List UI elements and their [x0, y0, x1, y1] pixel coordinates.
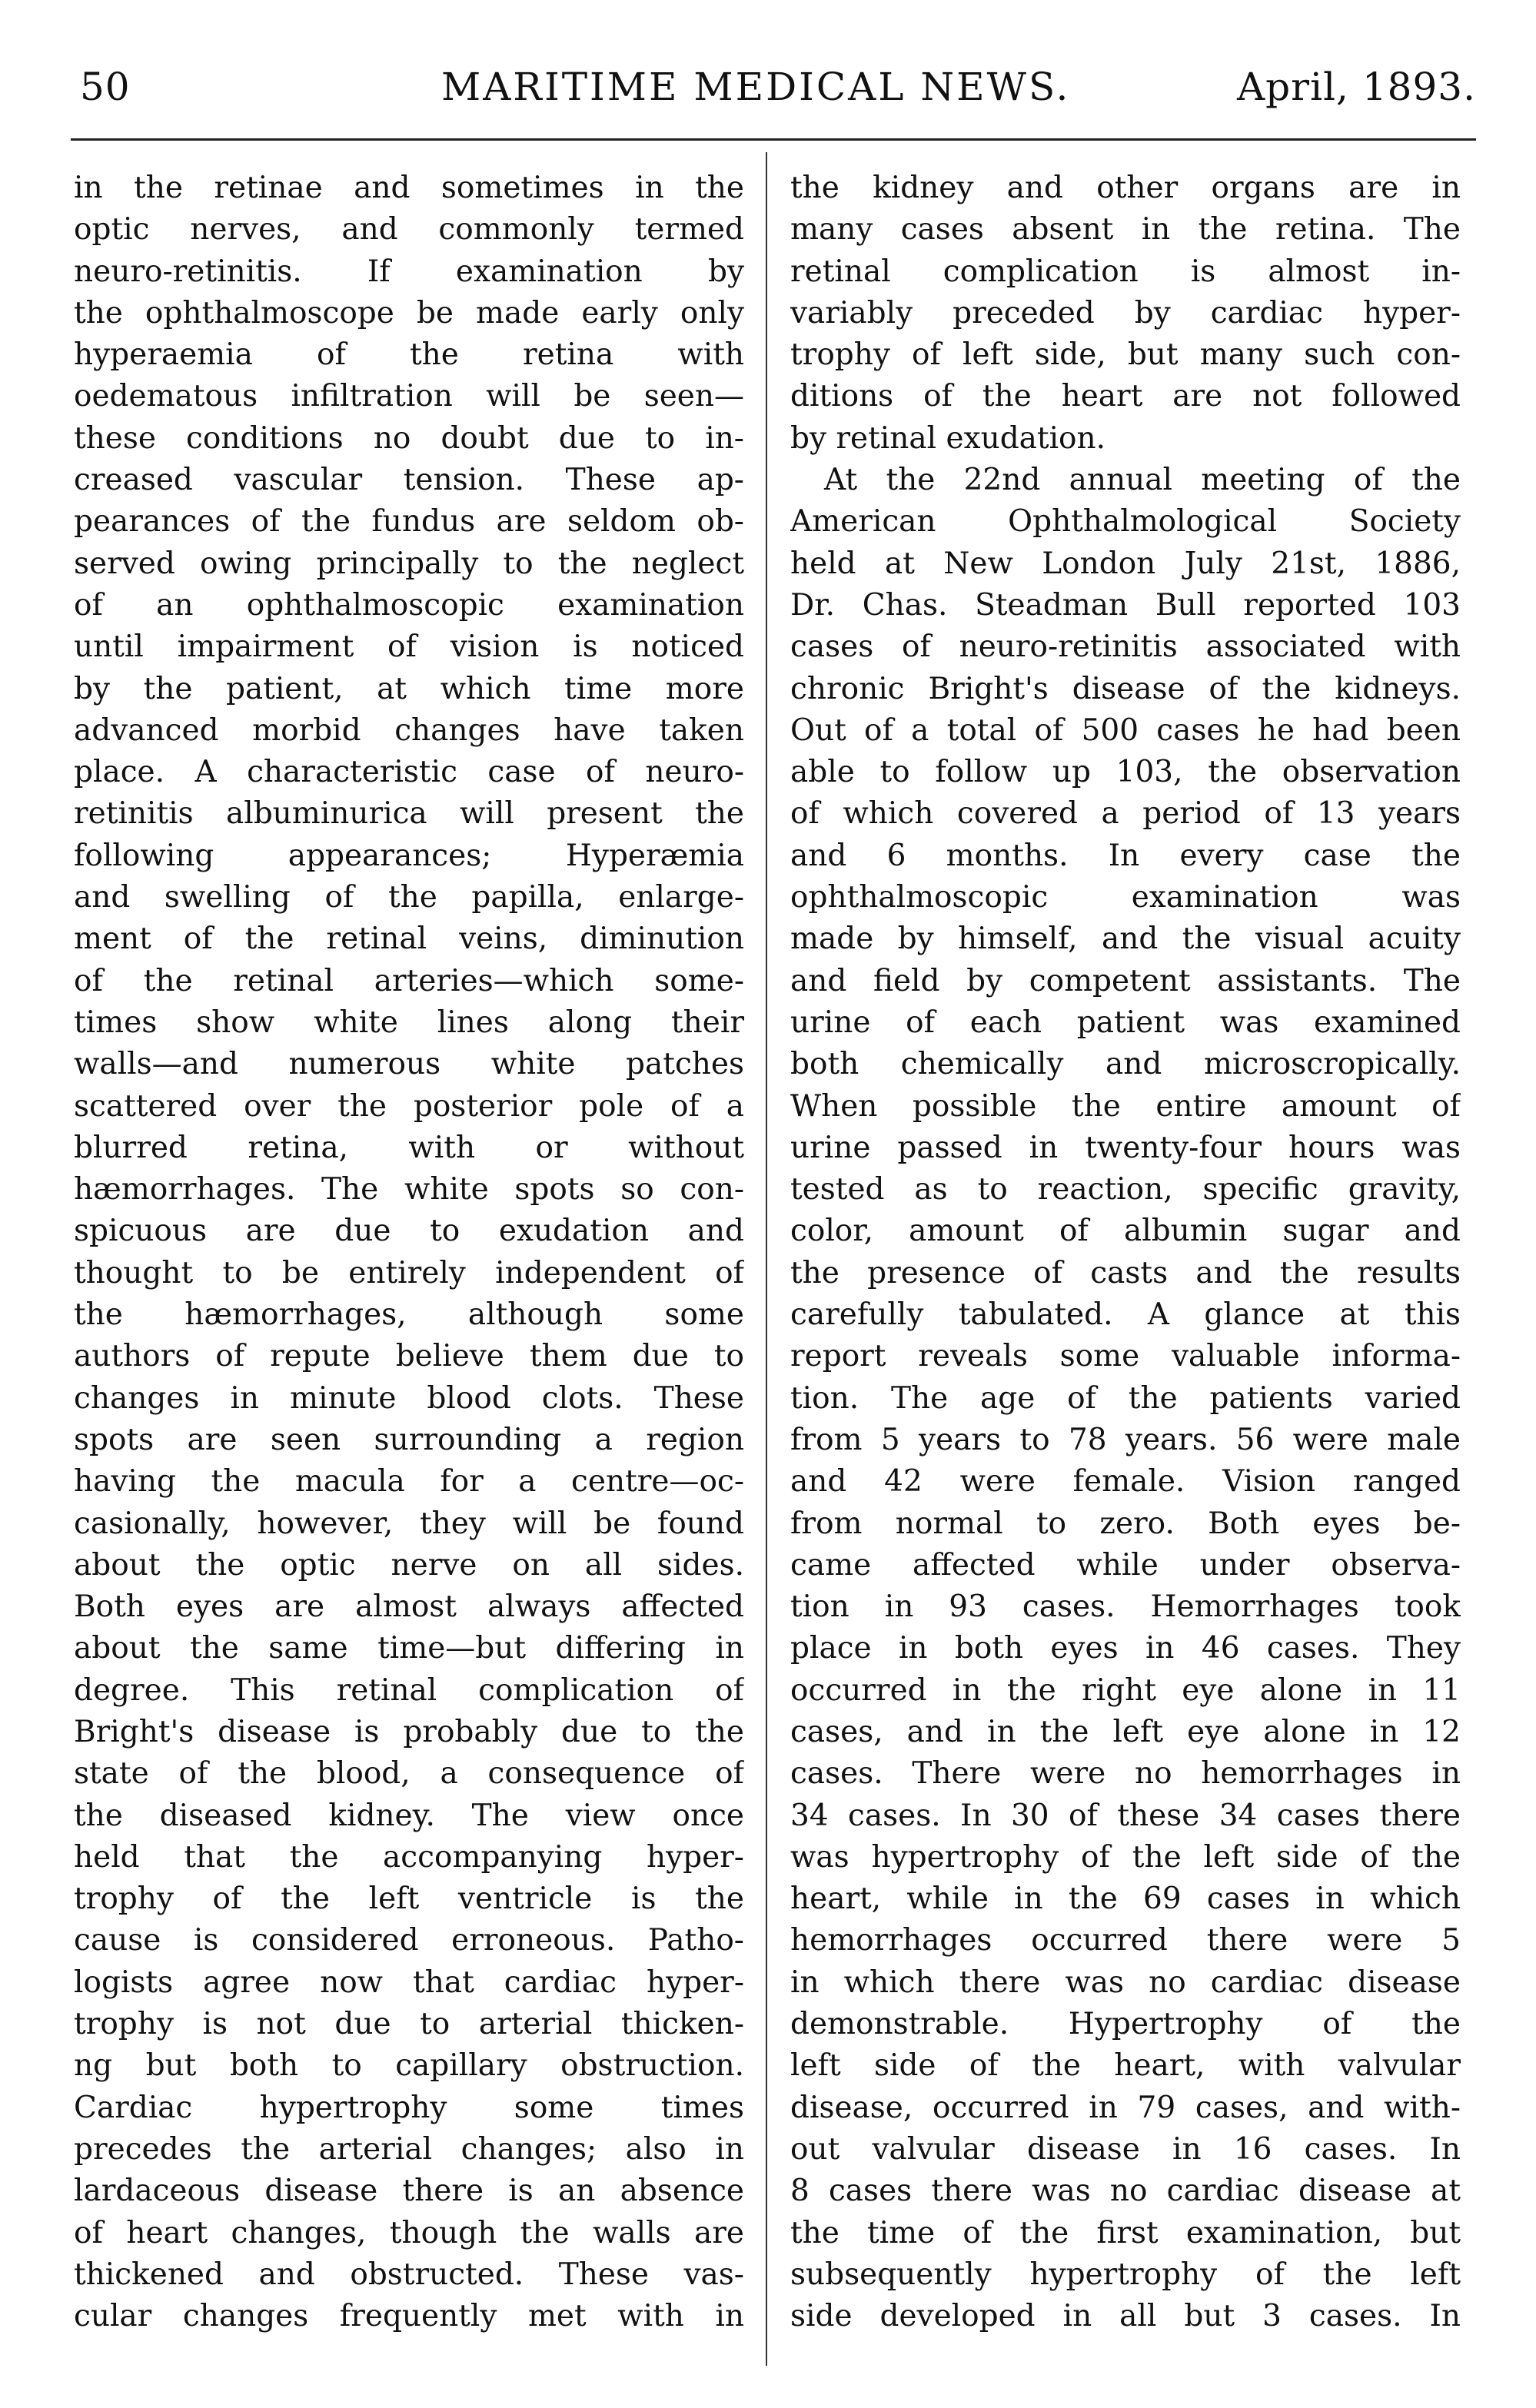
- text-line: thickened and obstructed. These vas-: [74, 2257, 744, 2292]
- text-line: ditions of the heart are not followed: [790, 379, 1461, 414]
- text-line: the time of the first examination, but: [790, 2215, 1461, 2250]
- text-line: and 42 were female. Vision ranged: [790, 1464, 1461, 1500]
- text-line: held that the accompanying hyper-: [74, 1839, 744, 1875]
- text-line: about the optic nerve on all sides.: [74, 1547, 744, 1583]
- text-line: trophy of the left ventricle is the: [74, 1882, 744, 1917]
- text-line: variably preceded by cardiac hyper-: [790, 295, 1461, 330]
- text-line: was hypertrophy of the left side of the: [790, 1839, 1461, 1875]
- text-line: casionally, however, they will be found: [74, 1506, 744, 1541]
- text-line: from 5 years to 78 years. 56 were male: [790, 1422, 1461, 1457]
- text-line: place in both eyes in 46 cases. They: [790, 1631, 1461, 1666]
- text-line: the ophthalmoscope be made early only: [74, 295, 744, 330]
- text-line: left side of the heart, with valvular: [790, 2048, 1461, 2084]
- text-line: until impairment of vision is noticed: [74, 629, 744, 665]
- text-line: cases of neuro-retinitis associated with: [790, 629, 1461, 665]
- text-line: ophthalmoscopic examination was: [790, 880, 1461, 915]
- text-line: cases. There were no hemorrhages in: [790, 1756, 1461, 1792]
- text-line: ng but both to capillary obstruction.: [74, 2048, 744, 2084]
- text-line: disease, occurred in 79 cases, and with-: [790, 2090, 1461, 2125]
- text-line: report reveals some valuable informa-: [790, 1339, 1461, 1374]
- text-line: and 6 months. In every case the: [790, 838, 1461, 873]
- text-line: urine passed in twenty-four hours was: [790, 1130, 1461, 1165]
- text-line: carefully tabulated. A glance at this: [790, 1297, 1461, 1333]
- text-line: American Ophthalmological Society: [790, 504, 1461, 540]
- column-divider: [766, 152, 767, 2366]
- text-line: of an ophthalmoscopic examination: [74, 587, 744, 623]
- text-line: and swelling of the papilla, enlarge-: [74, 880, 744, 915]
- text-line: held at New London July 21st, 1886,: [790, 546, 1461, 581]
- text-line: about the same time—but differing in: [74, 1631, 744, 1666]
- text-line: ment of the retinal veins, diminution: [74, 922, 744, 957]
- text-line: in which there was no cardiac disease: [790, 1965, 1461, 2000]
- text-line: blurred retina, with or without: [74, 1130, 744, 1165]
- right-column: [790, 168, 1461, 2350]
- text-line: logists agree now that cardiac hyper-: [74, 1965, 744, 2000]
- text-line: neuro-retinitis. If examination by: [74, 254, 744, 289]
- text-line: trophy of left side, but many such con-: [790, 337, 1461, 373]
- text-line: these conditions no doubt due to in-: [74, 420, 744, 456]
- text-line: urine of each patient was examined: [790, 1005, 1461, 1040]
- text-line: spicuous are due to exudation and: [74, 1214, 744, 1249]
- text-line: out valvular disease in 16 cases. In: [790, 2131, 1461, 2167]
- text-line: Cardiac hypertrophy some times: [74, 2090, 744, 2125]
- running-header: [80, 65, 1476, 120]
- text-line: in the retinae and sometimes in the: [74, 171, 744, 205]
- text-line: place. A characteristic case of neuro-: [74, 755, 744, 790]
- page-number: 50: [80, 65, 131, 109]
- text-line: spots are seen surrounding a region: [74, 1422, 744, 1457]
- text-line: served owing principally to the neglect: [74, 546, 744, 581]
- text-line: tested as to reaction, specific gravity,: [790, 1172, 1461, 1207]
- text-line: came affected while under observa-: [790, 1547, 1461, 1583]
- text-line: the diseased kidney. The view once: [74, 1798, 744, 1833]
- text-line: pearances of the fundus are seldom ob-: [74, 504, 744, 540]
- text-line: At the 22nd annual meeting of the: [824, 463, 1461, 498]
- text-line: Dr. Chas. Steadman Bull reported 103: [790, 587, 1461, 623]
- text-line: having the macula for a centre—oc-: [74, 1464, 744, 1500]
- text-line: precedes the arterial changes; also in: [74, 2131, 744, 2167]
- text-line: hyperaemia of the retina with: [74, 337, 744, 373]
- text-line: made by himself, and the visual acuity: [790, 922, 1461, 957]
- text-line: oedematous infiltration will be seen—: [74, 379, 744, 414]
- text-line: color, amount of albumin sugar and: [790, 1214, 1461, 1249]
- text-line: tion in 93 cases. Hemorrhages took: [790, 1589, 1461, 1625]
- text-line: thought to be entirely independent of: [74, 1255, 744, 1290]
- text-line: degree. This retinal complication of: [74, 1672, 744, 1708]
- text-line: by the patient, at which time more: [74, 671, 744, 706]
- journal-title: MARITIME MEDICAL NEWS.: [441, 65, 1071, 109]
- header-rule: [71, 138, 1476, 141]
- text-line: state of the blood, a consequence of: [74, 1756, 744, 1792]
- text-line: 34 cases. In 30 of these 34 cases there: [790, 1798, 1461, 1833]
- text-line: from normal to zero. Both eyes be-: [790, 1506, 1461, 1541]
- text-line: 8 cases there was no cardiac disease at: [790, 2174, 1461, 2209]
- text-line: lardaceous disease there is an absence: [74, 2174, 744, 2209]
- text-line: side developed in all but 3 cases. In: [790, 2299, 1461, 2334]
- text-line: of the retinal arteries—which some-: [74, 963, 744, 998]
- text-line: retinal complication is almost in-: [790, 254, 1461, 289]
- text-line: demonstrable. Hypertrophy of the: [790, 2007, 1461, 2042]
- text-line: scattered over the posterior pole of a: [74, 1088, 744, 1124]
- text-line: trophy is not due to arterial thicken-: [74, 2007, 744, 2042]
- text-line: heart, while in the 69 cases in which: [790, 1882, 1461, 1917]
- text-line: and field by competent assistants. The: [790, 963, 1461, 998]
- text-line: walls—and numerous white patches: [74, 1047, 744, 1082]
- text-line: by retinal exudation.: [790, 420, 1106, 456]
- text-line: able to follow up 103, the observation: [790, 755, 1461, 790]
- text-line: authors of repute believe them due to: [74, 1339, 744, 1374]
- text-line: chronic Bright's disease of the kidneys.: [790, 671, 1461, 706]
- text-line: the hæmorrhages, although some: [74, 1297, 744, 1333]
- text-line: cause is considered erroneous. Patho-: [74, 1923, 744, 1958]
- text-line: of heart changes, though the walls are: [74, 2215, 744, 2250]
- text-line: retinitis albuminurica will present the: [74, 796, 744, 832]
- text-line: advanced morbid changes have taken: [74, 712, 744, 748]
- text-line: hemorrhages occurred there were 5: [790, 1923, 1461, 1958]
- text-line: of which covered a period of 13 years: [790, 796, 1461, 832]
- text-line: Both eyes are almost always affected: [74, 1589, 744, 1625]
- text-line: creased vascular tension. These ap-: [74, 463, 744, 498]
- issue-date: April, 1893.: [1237, 65, 1476, 109]
- text-line: Out of a total of 500 cases he had been: [790, 712, 1461, 748]
- text-line: cases, and in the left eye alone in 12: [790, 1714, 1461, 1749]
- text-line: changes in minute blood clots. These: [74, 1380, 744, 1416]
- text-line: Bright's disease is probably due to the: [74, 1714, 744, 1749]
- text-line: hæmorrhages. The white spots so con-: [74, 1172, 744, 1207]
- text-line: the kidney and other organs are in: [790, 171, 1461, 205]
- text-line: many cases absent in the retina. The: [790, 212, 1461, 247]
- text-line: times show white lines along their: [74, 1005, 744, 1040]
- text-line: cular changes frequently met with in: [74, 2299, 744, 2334]
- text-line: occurred in the right eye alone in 11: [790, 1672, 1461, 1708]
- text-line: When possible the entire amount of: [790, 1088, 1461, 1124]
- text-line: following appearances; Hyperæmia: [74, 838, 744, 873]
- text-line: the presence of casts and the results: [790, 1255, 1461, 1290]
- text-line: subsequently hypertrophy of the left: [790, 2257, 1461, 2292]
- left-column: [74, 168, 744, 2350]
- text-line: both chemically and microscropically.: [790, 1047, 1461, 1082]
- text-line: tion. The age of the patients varied: [790, 1380, 1461, 1416]
- text-line: optic nerves, and commonly termed: [74, 212, 744, 247]
